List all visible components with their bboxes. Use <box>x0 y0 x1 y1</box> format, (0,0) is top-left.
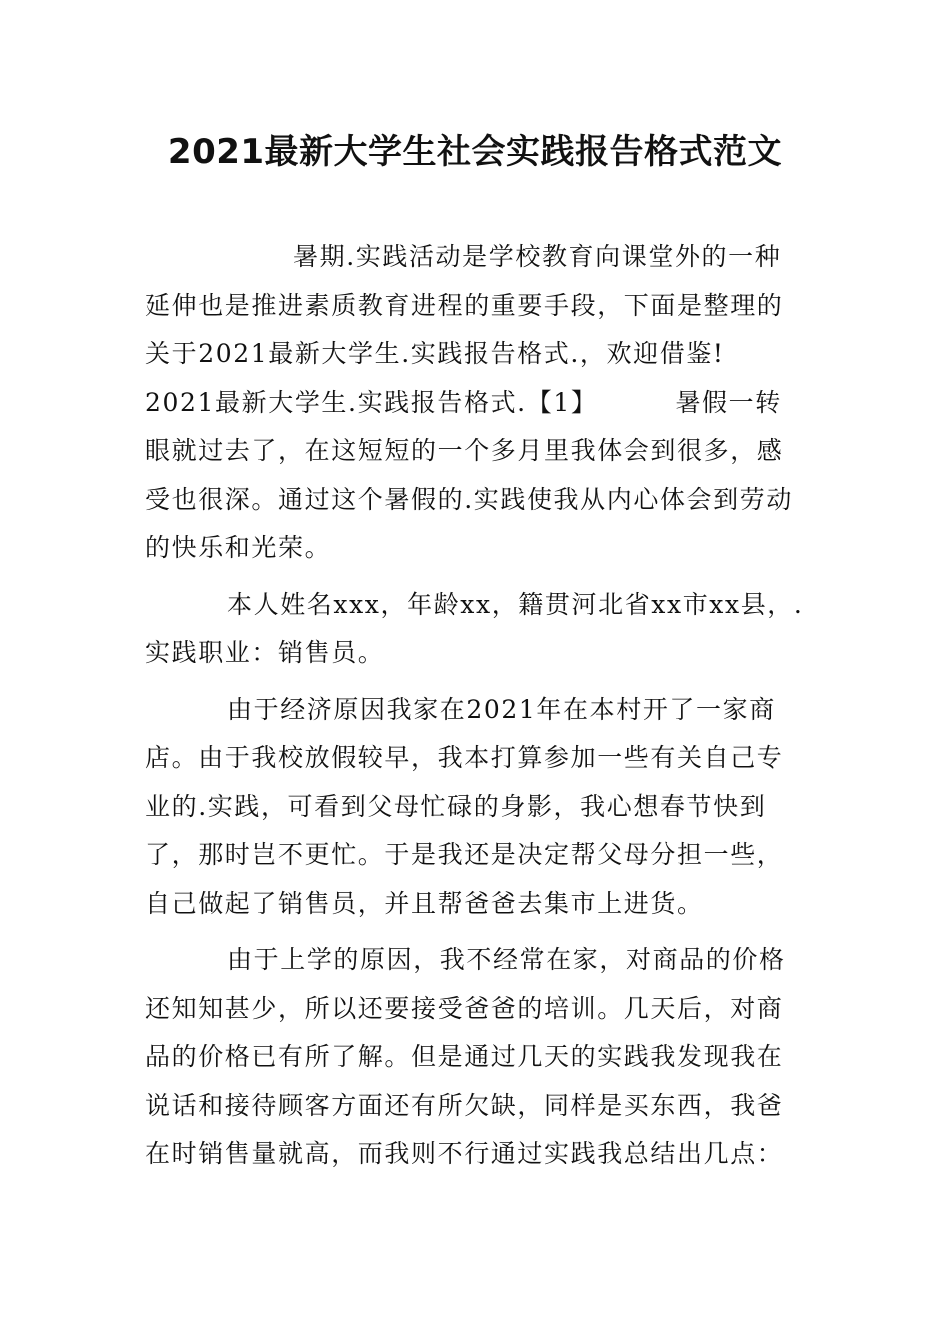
section-heading: 2021最新大学生.实践报告格式.【1】 <box>145 387 598 417</box>
training-paragraph: 由于上学的原因，我不经常在家，对商品的价格还知知甚少，所以还要接受爸爸的培训。几天后，对商品的价格已有所了解。但是通过几天的实践我发现我在说话和接待顾客方面还有所欠缺，同样是买东西，我爸在时销售量就高，而我则不行通过实践我总结出几点： <box>145 945 786 1168</box>
intro-paragraph: 暑期.实践活动是学校教育向课堂外的一种延伸也是推进素质教育进程的重要手段，下面是整理的关于2021最新大学生.实践报告格式.，欢迎借鉴! <box>145 242 784 368</box>
store-paragraph: 由于经济原因我家在2021年在本村开了一家商店。由于我校放假较早，我本打算参加一些有关自己专业的.实践，可看到父母忙碌的身影，我心想春节快到了，那时岂不更忙。于是我还是决定帮父母分担一些，自己做起了销售员，并且帮爸爸去集市上进货。 <box>145 694 784 918</box>
section-text: 暑假一转眼就过去了，在这短短的一个多月里我体会到很多，感受也很深。通过这个暑假的.实践使我从内心体会到劳动的快乐和光荣。 <box>145 387 793 562</box>
document-title: 2021最新大学生社会实践报告格式范文 <box>167 132 783 172</box>
document-body <box>145 233 807 1179</box>
personal-info-paragraph: 本人姓名xxx，年龄xx，籍贯河北省xx市xx县，.实践职业：销售员。 <box>145 589 804 667</box>
section-paragraph <box>145 379 807 573</box>
